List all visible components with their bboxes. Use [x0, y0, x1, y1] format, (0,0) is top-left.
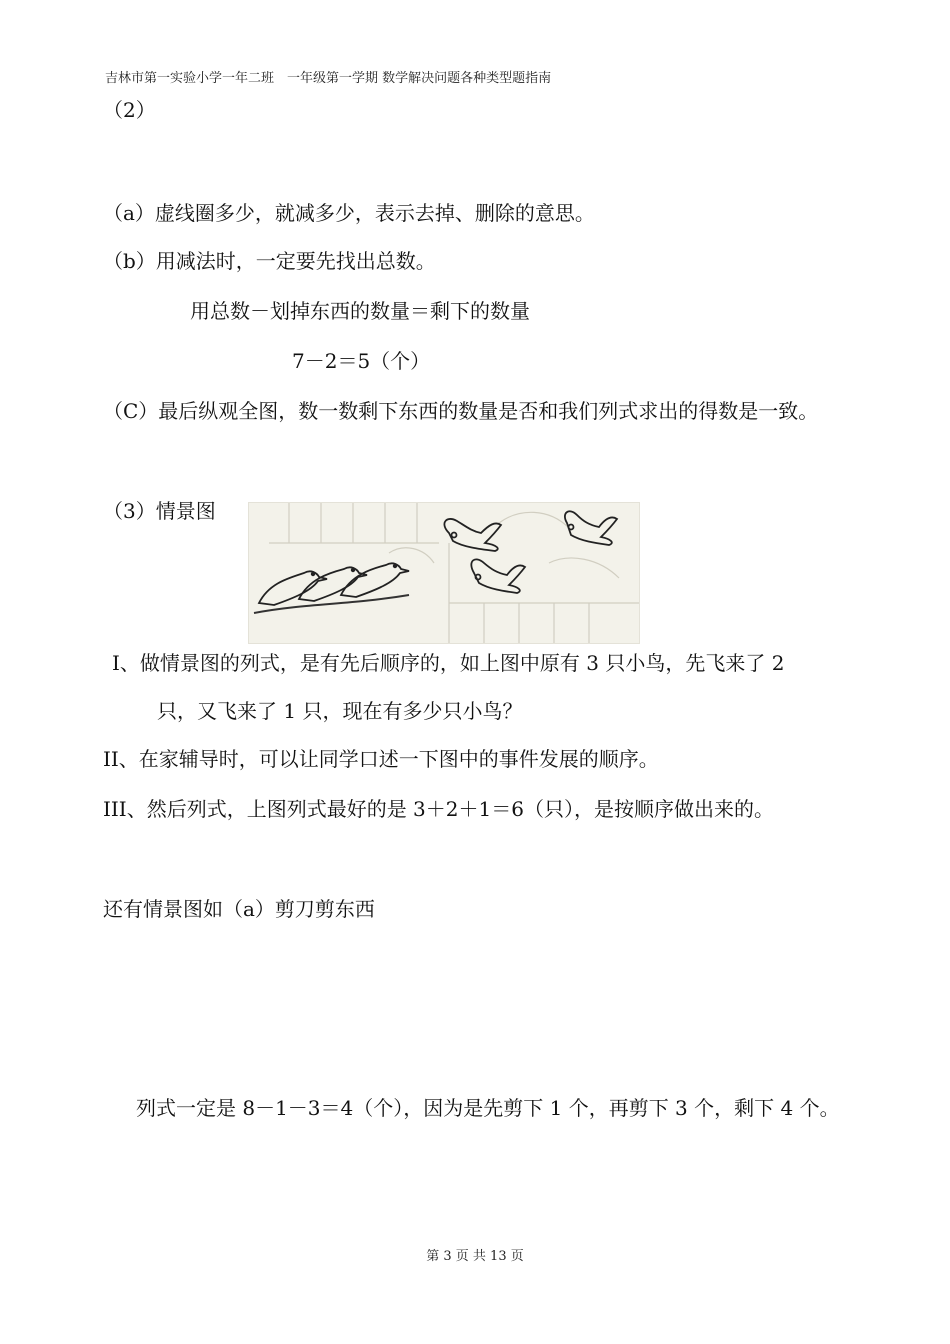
more-scene-examples: 还有情景图如（a）剪刀剪东西 [103, 897, 375, 921]
point-i-line-1: I、做情景图的列式，是有先后顺序的，如上图中原有 3 只小鸟，先飞来了 2 [112, 651, 785, 675]
bird-icon [565, 511, 617, 545]
bird-icon [444, 519, 501, 551]
section-2-label: （2） [103, 98, 156, 122]
point-i-line-2: 只，又飞来了 1 只，现在有多少只小鸟？ [157, 699, 523, 723]
point-ii: II、在家辅导时，可以让同学口述一下图中的事件发展的顺序。 [103, 747, 659, 771]
page-footer: 第 3 页 共 13 页 [426, 1249, 524, 1264]
rule-a: （a）虚线圈多少，就减多少，表示去掉、删除的意思。 [103, 201, 595, 225]
point-iii: III、然后列式，上图列式最好的是 3＋2＋1＝6（只），是按顺序做出来的。 [103, 797, 774, 821]
section-3-label: （3）情景图 [103, 499, 216, 523]
page-header: 吉林市第一实验小学一年二班 一年级第一学期 数学解决问题各种类型题指南 [105, 71, 552, 86]
rule-b: （b）用减法时，一定要先找出总数。 [103, 249, 436, 273]
rule-c: （C）最后纵观全图，数一数剩下东西的数量是否和我们列式求出的得数是一致。 [103, 399, 819, 423]
scene-picture-birds [248, 502, 640, 644]
formula-example: 7－2＝5（个） [292, 349, 431, 373]
bird-icon [471, 559, 525, 593]
final-formula-note: 列式一定是 8－1－3＝4（个），因为是先剪下 1 个，再剪下 3 个，剩下 4 个。 [136, 1096, 840, 1120]
bird-icon [341, 563, 409, 597]
formula-words: 用总数－划掉东西的数量＝剩下的数量 [190, 299, 530, 323]
